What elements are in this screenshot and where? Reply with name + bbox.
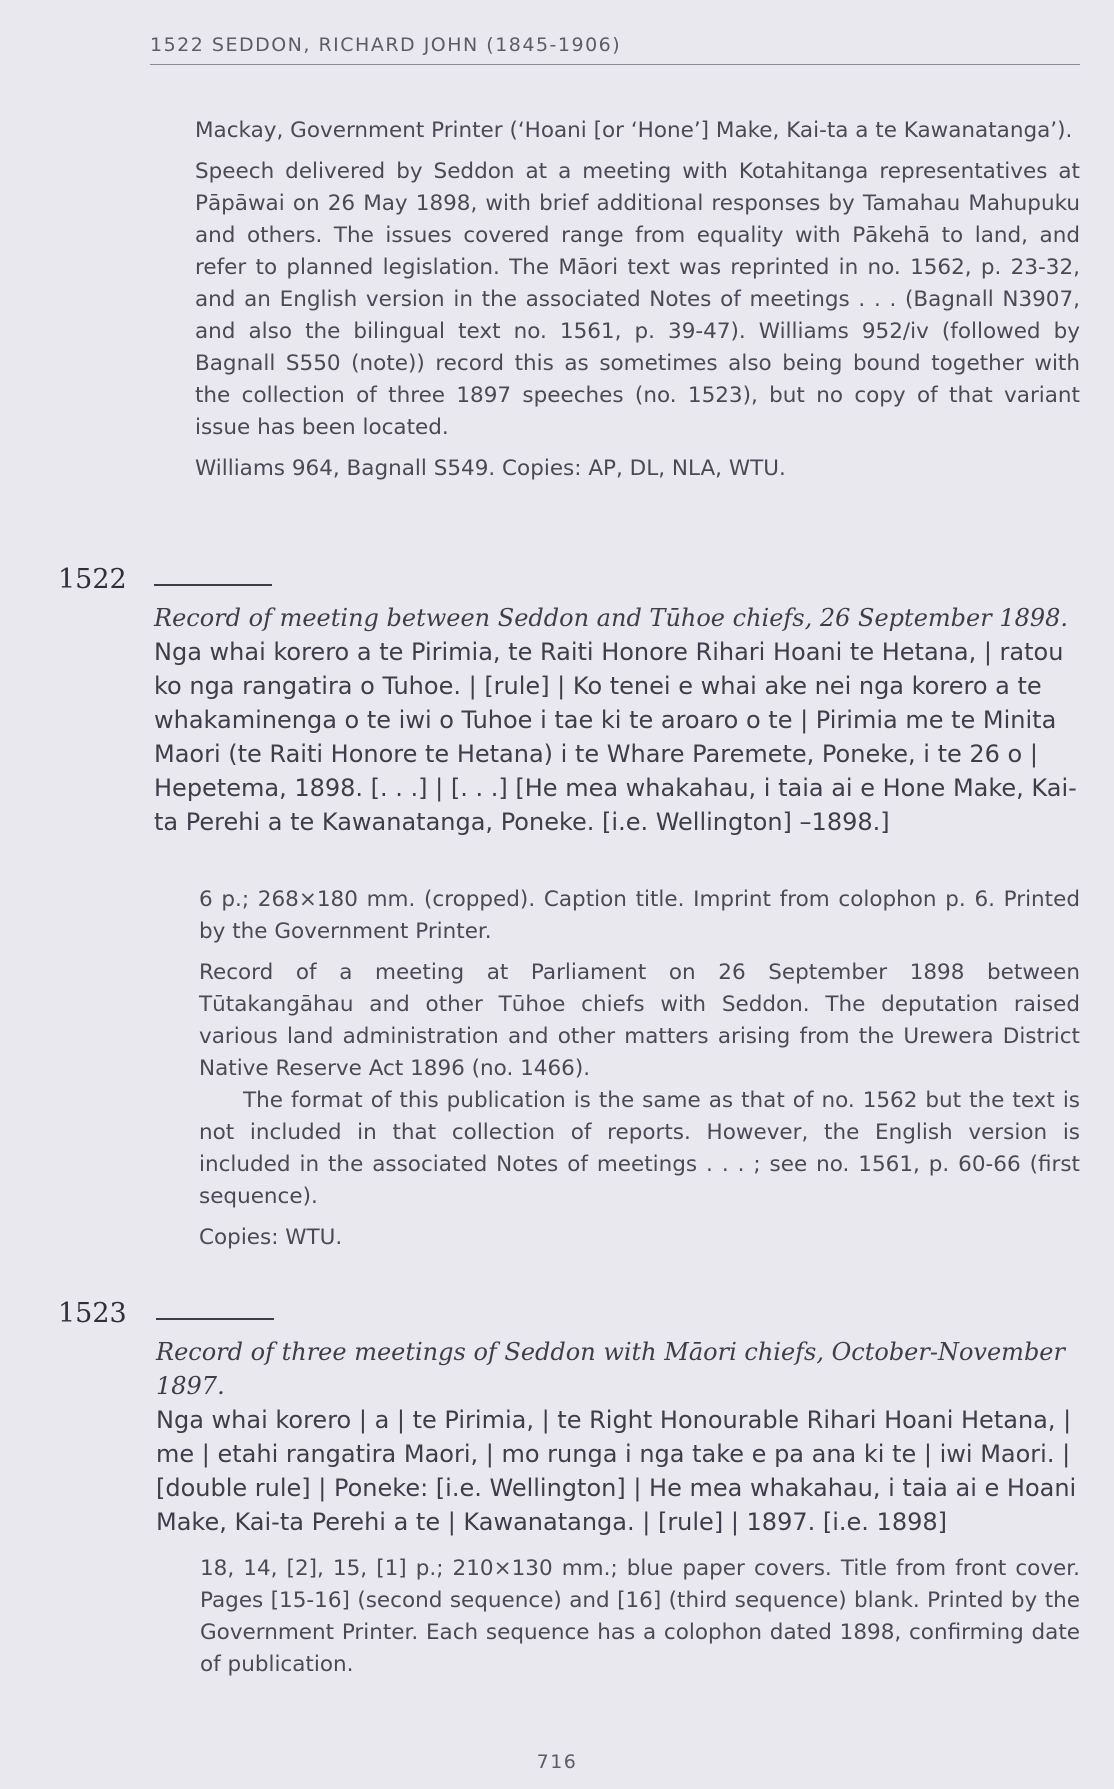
title-transcription: Nga whai korero | a | te Pirimia, | te Right Honourable Rihari Hoani Hetana, | me | etahi rangatira Maori, | mo runga i nga take e pa ana ki te | iwi Maori. | [double rule] | Poneke: [i.e. Wellington] | He mea whakahau, i taia ai e Hoani Make, Kai-ta Perehi a te | Kawanatanga. | [rule] | 1897. [i.e. 1898] (156, 1406, 1077, 1536)
entry-note: The format of this publication is the same as that of no. 1562 but the text is not included in that collection of reports. However, the English version is included in the associated Notes of meetings . . . ; see no. 1561, p. 60-66 (first sequence). (199, 1088, 1080, 1209)
collation: 6 p.; 268×180 mm. (cropped). Caption title. Imprint from colophon p. 6. Printed by the Government Printer. (199, 887, 1080, 944)
entry-1522-heading (154, 601, 1080, 839)
collation: 18, 14, [2], 15, [1] p.; 210×130 mm.; blue paper covers. Title from front cover. Pages [15-16] (second sequence) and [16] (third sequence) blank. Printed by the Government Printer. Each sequence has a colophon dated 1898, confirming date of publication. (200, 1556, 1080, 1677)
title-transcription: Nga whai korero a te Pirimia, te Raiti Honore Rihari Hoani te Hetana, | ratou ko nga rangatira o Tuhoe. | [rule] | Ko tenei e whai ake nei nga korero a te whakaminenga o te iwi o Tuhoe i tae ki te aroaro o te | Pirimia me te Minita Maori (te Raiti Honore te Hetana) i te Whare Paremete, Poneke, i te 26 o | Hepetema, 1898. [. . .] | [. . .] [He mea whakahau, i taia ai e Hone Make, Kai-ta Perehi a te Kawanatanga, Poneke. [i.e. Wellington] –1898.] (154, 638, 1077, 836)
entry-note: Speech delivered by Seddon at a meeting with Kotahitanga representatives at Pāpāwai on 26 May 1898, with brief additional responses by Tamahau Mahupuku and others. The issues covered range from equality with Pākehā to land, and refer to planned legislation. The Māori text was reprinted in no. 1562, p. 23-32, and an English version in the associated Notes of meetings . . . (Bagnall N3907, and also the bilingual text no. 1561, p. 39-47). Williams 952/iv (followed by Bagnall S550 (note)) record this as sometimes also being bound together with the collection of three 1897 speeches (no. 1523), but no copy of that variant issue has been located. (195, 159, 1080, 440)
entry-title: Record of meeting between Seddon and Tūhoe chiefs, 26 September 1898. (154, 604, 1069, 632)
running-head: 1522 SEDDON, RICHARD JOHN (1845-1906) (150, 34, 1080, 65)
entry-1523-description (200, 1553, 1080, 1681)
entry-number-1522: 1522 (58, 564, 127, 595)
entry-note: Record of a meeting at Parliament on 26 September 1898 between Tūtakangāhau and other Tūhoe chiefs with Seddon. The deputation raised various land administration and other matters arising from the Urewera District Native Reserve Act 1896 (no. 1466). (199, 960, 1080, 1081)
continued-entry-notes (195, 115, 1080, 485)
entry-1522-description (199, 884, 1080, 1254)
entry-title: Record of three meetings of Seddon with Māori chiefs, October-November 1897. (156, 1338, 1065, 1400)
entry-rule (154, 584, 272, 586)
page-number: 716 (536, 1751, 578, 1773)
imprint-continuation: Mackay, Government Printer (‘Hoani [or ‘Hone’] Make, Kai-ta a te Kawanatanga’). (195, 118, 1073, 143)
entry-number-1523: 1523 (58, 1298, 127, 1329)
copies-line: Copies: WTU. (199, 1225, 343, 1250)
references-and-copies: Williams 964, Bagnall S549. Copies: AP, DL, NLA, WTU. (195, 456, 786, 481)
entry-rule (156, 1318, 274, 1320)
entry-1523-heading (156, 1335, 1080, 1539)
